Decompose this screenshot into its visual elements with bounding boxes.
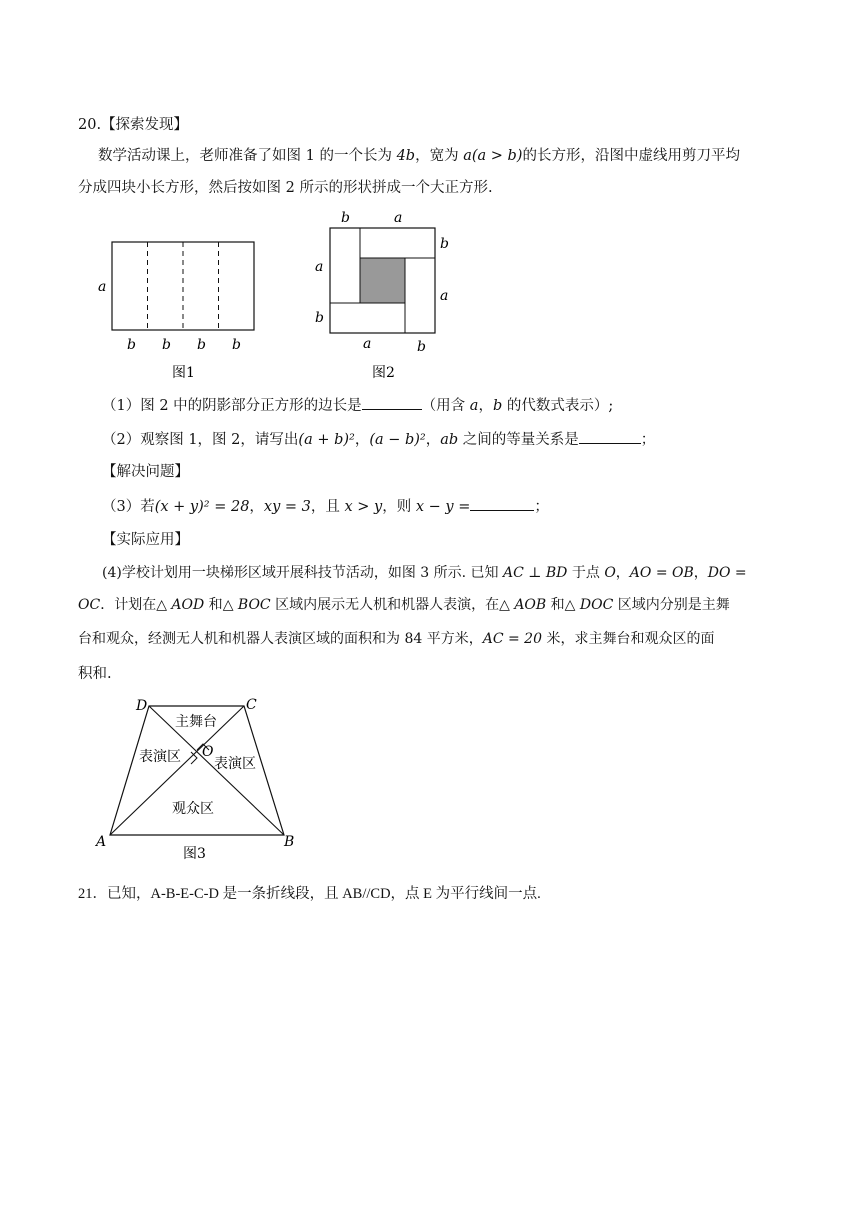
fig2-label: a [440,288,449,304]
text: ， [478,398,493,414]
fig2-label: b [417,339,426,355]
figure-3 [90,690,310,865]
q20-part2 [102,428,655,449]
figures-1-2 [90,205,450,385]
text: （1）图 2 中的阴影部分正方形的边长是 [102,398,362,414]
q20-intro-line1 [98,144,740,165]
q20-part4-line4: 积和. [78,666,112,682]
text: （3）若 [102,499,155,515]
fig1-label-b: b [127,337,136,353]
math: (a + b)² [298,432,355,448]
text: （用含 [421,398,470,414]
math: (a − b)² [369,432,426,448]
text: ， [249,499,264,515]
math: OC [78,597,101,613]
math: xy = 3 [263,499,311,515]
math: △ BOC [222,597,271,613]
fig3-point-b: B [284,834,295,850]
math: a(a > b) [463,148,523,164]
text: ．计划在 [100,597,157,613]
text: 的长方形，沿图中虚线用剪刀平均 [522,148,740,164]
text: 米，求主舞台和观众区的面 [542,631,715,647]
math: b [492,398,503,414]
text: 和 [546,597,565,613]
text: ， [354,432,370,448]
math: x > y [344,499,383,515]
q21-text: 21．已知，A-B-E-C-D 是一条折线段，且 AB//CD，点 E 为平行线间一点. [78,886,541,902]
fig1-label-a: a [98,279,107,295]
text: 区域内展示无人机和机器人表演，在 [270,597,500,613]
fig1-label-b: b [162,337,171,353]
text: ，宽为 [415,148,464,164]
fig3-region-show-left: 表演区 [139,749,181,765]
section-apply: 【实际应用】 [102,532,189,548]
answer-blank [579,429,641,444]
math: a [469,398,479,414]
q20-part4-line3 [78,628,714,648]
q20-header [78,113,188,134]
fig3-point-a: A [96,834,107,850]
math: (x + y)² = 28 [154,499,250,515]
text: ； [534,499,549,515]
q20-intro-line2: 分成四块小长方形，然后按如图 2 所示的形状拼成一个大正方形. [78,180,493,196]
answer-blank [362,395,422,410]
text: ，则 [382,499,416,515]
fig3-region-stage: 主舞台 [175,714,217,730]
math: DO = [707,565,747,581]
fig1-label-b: b [232,337,241,353]
figure-2 [315,210,449,381]
math: 4b [396,148,416,164]
figure-1 [98,242,254,381]
text: ； [640,432,656,448]
math: AC = 20 [482,631,542,647]
text: 数学活动课上，老师准备了如图 1 的一个长为 [98,148,397,164]
fig3-point-d: D [136,698,148,714]
fig2-label: a [315,259,324,275]
math: △ AOB [499,597,547,613]
math: △ DOC [564,597,614,613]
text: ， [693,565,708,581]
q20-part4-line1 [102,562,747,582]
math: AC ⊥ BD [503,565,568,581]
section-explore: 【探索发现】 [101,117,189,133]
text: (4)学校计划用一块梯形区域开展科技节活动，如图 3 所示. 已知 [102,565,503,581]
fig2-label: b [315,310,324,326]
fig2-label: b [341,210,350,226]
text: 和 [204,597,223,613]
fig2-label: b [440,236,449,252]
fig3-region-audience: 观众区 [172,801,214,817]
fig1-caption: 图1 [172,365,195,381]
text: ，且 [310,499,345,515]
fig1-label-b: b [197,337,206,353]
text: （2）观察图 1，图 2，请写出 [102,432,299,448]
q20-part1 [102,394,613,415]
fig3-region-show-right: 表演区 [214,756,256,772]
math: x − y = [415,499,471,515]
text: ， [425,432,441,448]
text: 之间的等量关系是 [458,432,579,448]
fig2-shaded-square [360,258,405,303]
fig3-point-o: O [202,744,214,760]
text: 区域内分别是主舞 [613,597,730,613]
text: 于点 [567,565,605,581]
math: AO = OB [629,565,694,581]
text: ， [615,565,630,581]
section-solve: 【解决问题】 [102,464,189,480]
q20-part3 [102,495,549,516]
math: ab [440,432,459,448]
text: 的代数式表示）; [502,398,614,414]
math: O [604,565,616,581]
q20-number: 20. [78,117,102,133]
q20-part4-line2 [78,594,730,614]
text: 台和观众，经测无人机和机器人表演区域的面积和为 84 平方米， [78,631,483,647]
fig2-caption: 图2 [372,365,395,381]
fig2-label: a [394,210,403,226]
fig3-caption: 图3 [183,846,206,862]
answer-blank [470,496,534,511]
fig3-point-c: C [246,697,257,713]
fig2-label: a [363,336,372,352]
math: △ AOD [156,597,205,613]
